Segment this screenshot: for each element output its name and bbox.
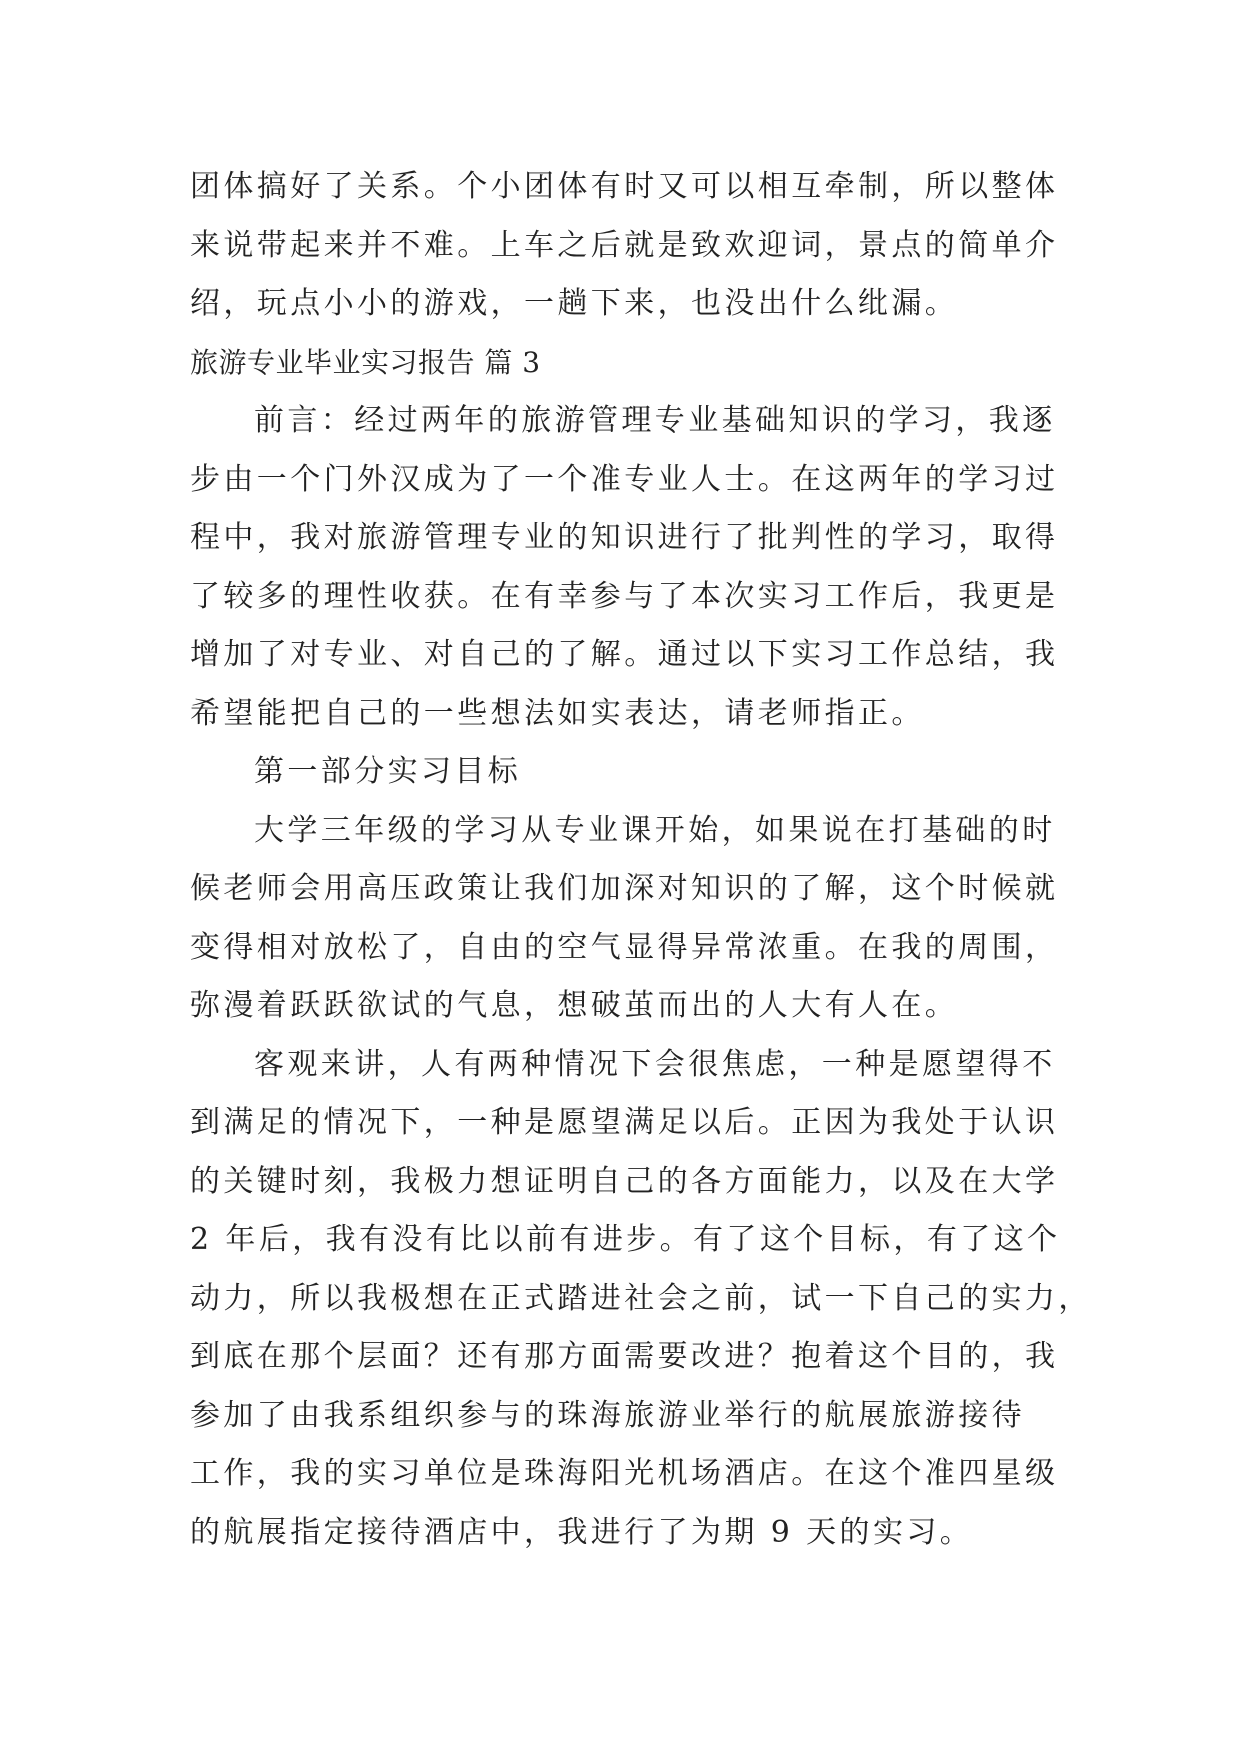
text-line: 候老师会用高压政策让我们加深对知识的了解，这个时候就 <box>190 871 1059 906</box>
subsection-title: 第一部分实习目标 <box>254 754 522 789</box>
section-heading: 旅游专业毕业实习报告 篇 3 <box>190 345 541 379</box>
text-line: 希望能把自己的一些想法如实表达，请老师指正。 <box>190 695 925 731</box>
text-line: 增加了对专业、对自己的了解。通过以下实习工作总结，我 <box>190 637 1059 672</box>
text-line: 了较多的理性收获。在有幸参与了本次实习工作后，我更是 <box>190 578 1059 614</box>
text-line: 大学三年级的学习从专业课开始，如果说在打基础的时 <box>254 812 1056 848</box>
document-body <box>190 158 1092 1562</box>
text-line: 动力，所以我极想在正式踏进社会之前，试一下自己的实力， <box>190 1280 1092 1316</box>
text-line: 程中，我对旅游管理专业的知识进行了批判性的学习，取得 <box>190 520 1059 555</box>
text-line: 客观来讲，人有两种情况下会很焦虑，一种是愿望得不 <box>254 1046 1056 1082</box>
text-line: 的关键时刻，我极力想证明自己的各方面能力，以及在大学 <box>190 1163 1059 1199</box>
text-line: 工作，我的实习单位是珠海阳光机场酒店。在这个准四星级 <box>190 1456 1059 1491</box>
text-line: 2 年后，我有没有比以前有进步。有了这个目标，有了这个 <box>190 1222 1061 1257</box>
text-line: 步由一个门外汉成为了一个准专业人士。在这两年的学习过 <box>190 461 1059 497</box>
text-line: 弥漫着跃跃欲试的气息，想破茧而出的人大有人在。 <box>190 988 959 1023</box>
text-line: 到满足的情况下，一种是愿望满足以后。正因为我处于认识 <box>190 1105 1059 1140</box>
text-line: 绍，玩点小小的游戏，一趟下来，也没出什么纰漏。 <box>190 286 959 321</box>
text-line: 团体搞好了关系。个小团体有时又可以相互牵制，所以整体 <box>190 169 1059 204</box>
text-line: 参加了由我系组织参与的珠海旅游业举行的航展旅游接待 <box>190 1397 1025 1433</box>
text-line: 来说带起来并不难。上车之后就是致欢迎词，景点的简单介 <box>190 227 1059 263</box>
text-line: 变得相对放松了，自由的空气显得异常浓重。在我的周围， <box>190 929 1059 965</box>
text-line: 前言：经过两年的旅游管理专业基础知识的学习，我逐 <box>254 403 1056 438</box>
text-line: 到底在那个层面？还有那方面需要改进？抱着这个目的，我 <box>190 1339 1059 1374</box>
text-line: 的航展指定接待酒店中，我进行了为期 9 天的实习。 <box>190 1514 974 1550</box>
